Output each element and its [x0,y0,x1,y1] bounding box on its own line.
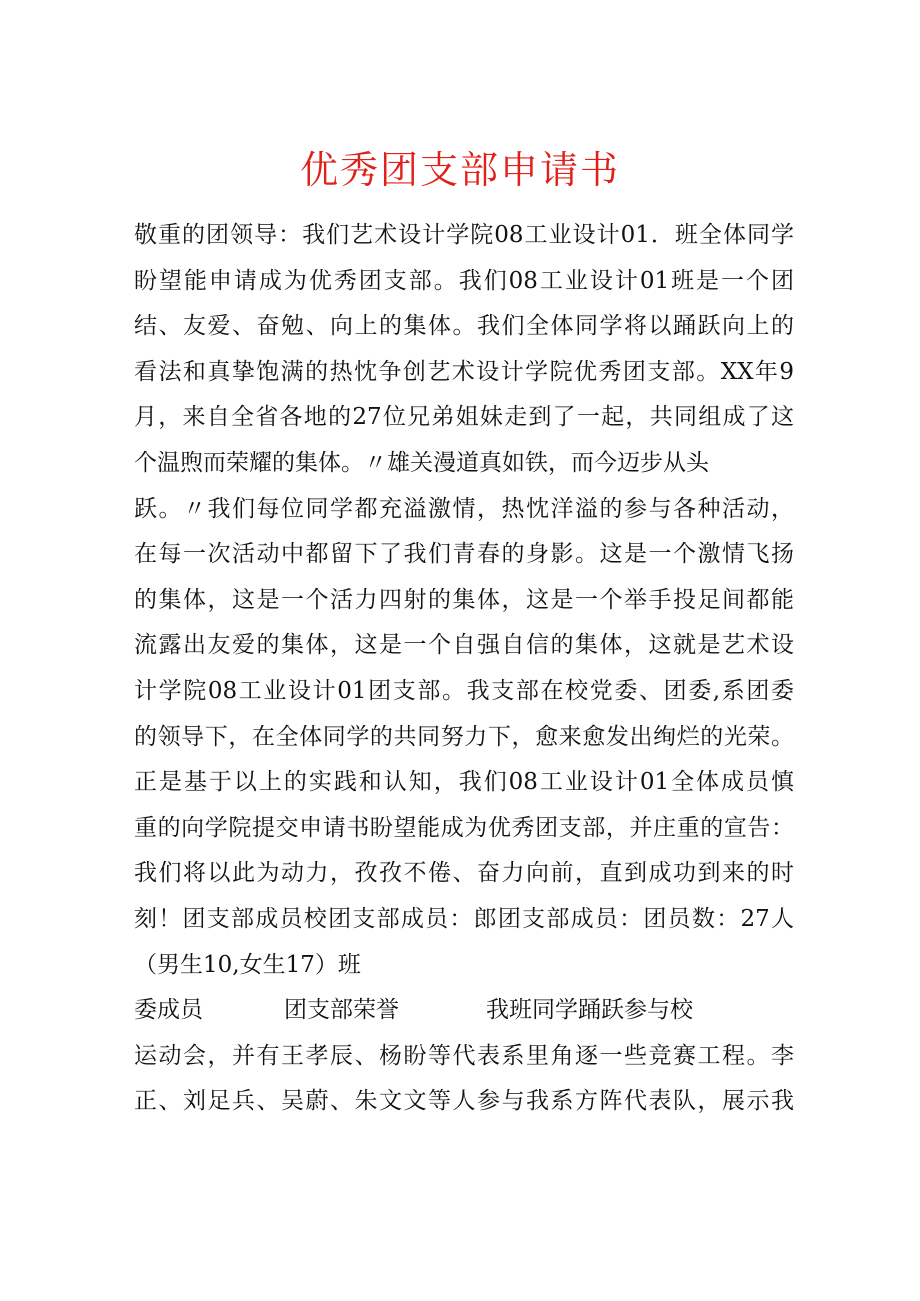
body-line: 个温煦而荣耀的集体。〃雄关漫道真如铁，而今迈步从头 [134,449,709,476]
body-line: 正是基于以上的实践和认知，我们08工业设计01全体成员慎 [134,769,794,796]
body-line: 的集体，这是一个活力四射的集体，这是一个举手投足间都能 [134,586,794,613]
body-line: 刻！团支部成员校团支部成员：郎团支部成员：团员数：27人 [134,905,794,932]
body-line: 结、友爱、奋勉、向上的集体。我们全体同学将以踊跃向上的 [134,313,794,340]
info-cell-activity: 我班同学踊跃参与校 [486,997,693,1024]
body-line: 盼望能申请成为优秀团支部。我们08工业设计01班是一个团 [134,267,794,294]
body-line: 跃。〃我们每位同学都充溢激情，热忱洋溢的参与各种活动， [134,495,794,522]
body-line: 正、刘足兵、吴蔚、朱文文等人参与我系方阵代表队，展示我 [134,1088,794,1115]
body-line: 我们将以此为动力，孜孜不倦、奋力向前，直到成功到来的时 [134,860,794,887]
body-line: 流露出友爱的集体，这是一个自强自信的集体，这就是艺术设 [134,632,794,659]
body-line: 的领导下，在全体同学的共同努力下，愈来愈发出绚烂的光荣。 [134,723,794,750]
info-cell-honor: 团支部荣誉 [284,997,399,1024]
body-line: 看法和真挚饱满的热忱争创艺术设计学院优秀团支部。XX年9 [134,358,794,385]
body-line: 重的向学院提交申请书盼望能成为优秀团支部，并庄重的宣告： [134,814,794,841]
body-line: 月，来自全省各地的27位兄弟姐妹走到了一起，共同组成了这 [134,404,794,431]
body-line: 计学院08工业设计01团支部。我支部在校党委、团委,系团委 [134,677,794,704]
info-cell-committee: 委成员 [134,997,203,1024]
document-body [134,213,794,1125]
body-line: 在每一次活动中都留下了我们青春的身影。这是一个激情飞扬 [134,541,794,568]
body-line: （男生10,女生17）班 [134,951,361,978]
info-row [134,988,794,1034]
body-line: 运动会，并有王孝辰、杨盼等代表系里角逐一些竞赛工程。李 [134,1042,794,1069]
document-title: 优秀团支部申请书 [299,148,620,192]
body-line: 敬重的团领导：我们艺术设计学院08工业设计01．班全体同学 [134,222,794,248]
